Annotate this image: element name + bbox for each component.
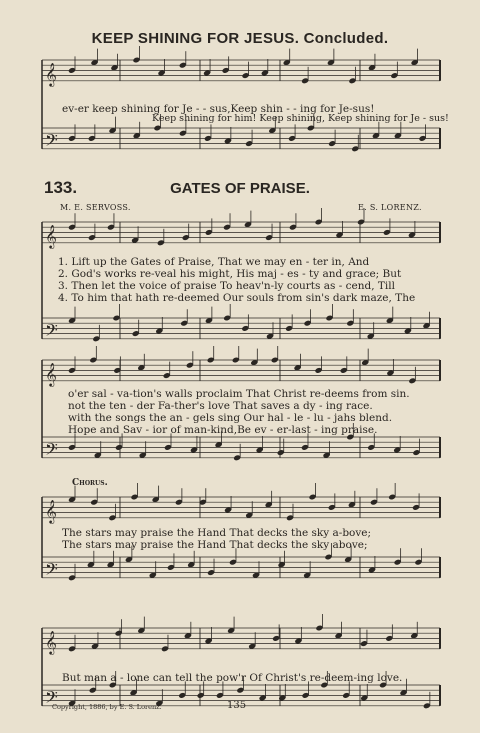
svg-text:𝄞: 𝄞 xyxy=(45,498,57,523)
hymn-title: GATES OF PRAISE. xyxy=(170,180,310,197)
verse-4-line-2: Hope and Sav - ior of man-kind,Be ev - er-last - ing praise. xyxy=(68,424,378,436)
verse-2-line-2: not the ten - der Fa-ther's love That saves a dy - ing race. xyxy=(68,400,373,412)
chorus-lyric-lower: The stars may praise the Hand That decks the sky above; xyxy=(62,539,368,551)
final-lyric: But man a - lone can tell the pow'r Of Christ's re-deem-ing love. xyxy=(62,672,403,684)
svg-text:𝄢: 𝄢 xyxy=(45,686,58,711)
hymn-number: 133. xyxy=(44,178,78,197)
svg-text:𝄞: 𝄞 xyxy=(45,223,57,248)
continued-title: KEEP SHINING FOR JESUS. Concluded. xyxy=(91,30,389,47)
composer-credit: E. S. LORENZ. xyxy=(358,203,422,212)
author-credit: M. E. SERVOSS. xyxy=(60,203,131,212)
copyright-notice: Copyright, 1886, by E. S. Lorenz. xyxy=(52,703,162,711)
verse-1-line-2: o'er sal - va-tion's walls proclaim That Christ re-deems from sin. xyxy=(68,388,410,400)
lyric-top-bass: Keep shining for him! Keep shining, Keep shining for Je - sus! xyxy=(152,113,449,124)
svg-text:𝄢: 𝄢 xyxy=(45,438,58,463)
svg-text:𝄢: 𝄢 xyxy=(45,558,58,583)
svg-text:𝄢: 𝄢 xyxy=(45,319,58,344)
svg-text:𝄢: 𝄢 xyxy=(45,129,58,154)
svg-text:𝄞: 𝄞 xyxy=(45,61,57,86)
svg-text:𝄞: 𝄞 xyxy=(45,629,57,654)
verse-3-line-1: 3. Then let the voice of praise To heav'n-ly courts as - cend, Till xyxy=(58,280,395,292)
verse-3-line-2: with the songs the an - gels sing Our hal - le - lu - jahs blend. xyxy=(68,412,393,424)
chorus-label: Chorus. xyxy=(72,478,108,488)
verse-2-line-1: 2. God's works re-veal his might, His maj - es - ty and grace; But xyxy=(58,268,402,280)
verse-4-line-1: 4. To him that hath re-deemed Our souls from sin's dark maze, The xyxy=(58,292,416,304)
verse-1-line-1: 1. Lift up the Gates of Praise, That we may en - ter in, And xyxy=(58,256,370,268)
lyric-top-soprano: ev-er keep shining for Je - - sus,Keep shin - - ing for Je-sus! xyxy=(62,103,375,115)
page-number: 135 xyxy=(227,700,247,711)
svg-text:𝄞: 𝄞 xyxy=(45,361,57,386)
chorus-lyric-upper: The stars may praise the Hand That decks the sky a-bove; xyxy=(62,527,372,539)
